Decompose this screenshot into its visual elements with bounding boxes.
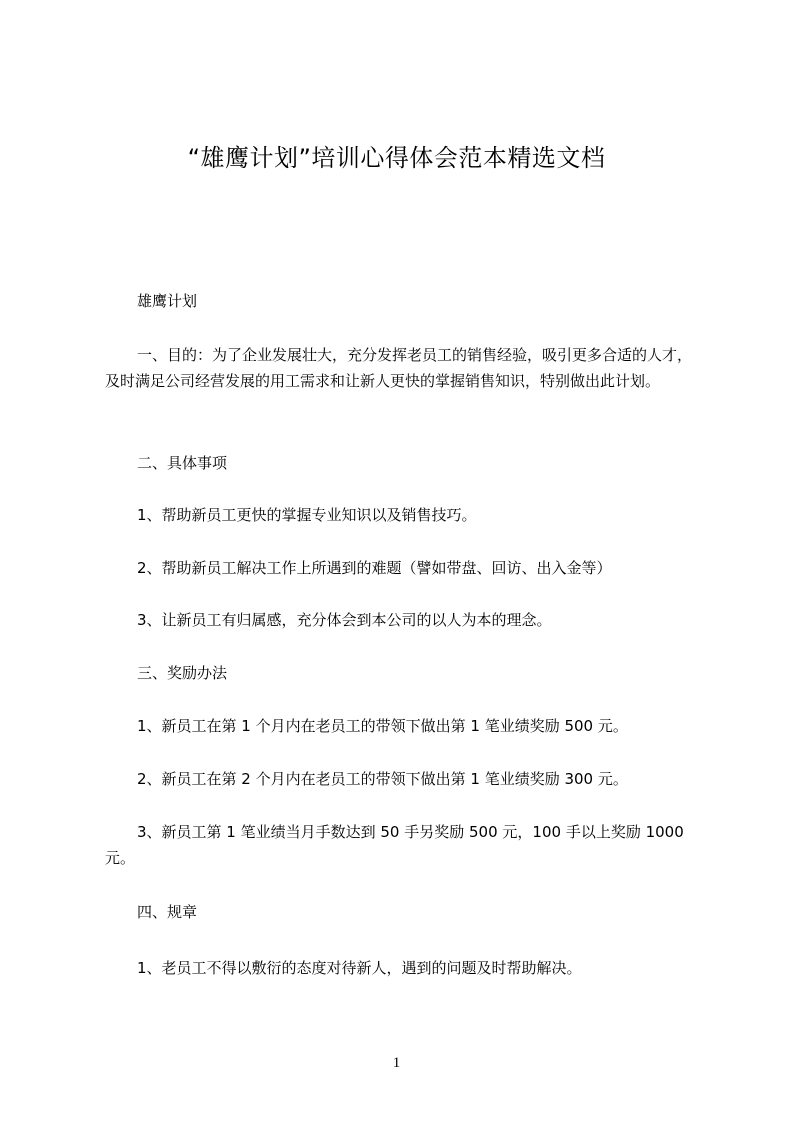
list-item: 2、新员工在第 2 个月内在老员工的带领下做出第 1 笔业绩奖励 300 元。 [137, 770, 628, 788]
document-title: “雄鹰计划”培训心得体会范本精选文档 [187, 144, 606, 172]
section-heading: 四、规章 [137, 903, 198, 921]
list-item: 3、新员工第 1 笔业绩当月手数达到 50 手另奖励 500 元，100 手以上奖励 1000 元。 [105, 823, 684, 867]
list-item: 1、帮助新员工更快的掌握专业知识以及销售技巧。 [137, 506, 477, 524]
list-item: 3、让新员工有归属感，充分体会到本公司的以人为本的理念。 [137, 611, 552, 629]
section-heading: 雄鹰计划 [137, 292, 198, 310]
list-item: 1、老员工不得以敷衍的态度对待新人，遇到的问题及时帮助解决。 [137, 959, 582, 977]
paragraph-purpose: 一、目的：为了企业发展壮大，充分发挥老员工的销售经验，吸引更多合适的人才，及时满足公司经营发展的用工需求和让新人更快的掌握销售知识，特别做出此计划。 [105, 346, 693, 390]
section-heading: 三、奖励办法 [137, 664, 228, 682]
list-item: 1、新员工在第 1 个月内在老员工的带领下做出第 1 笔业绩奖励 500 元。 [137, 717, 628, 735]
section-heading: 二、具体事项 [137, 454, 228, 472]
list-item: 2、帮助新员工解决工作上所遇到的难题（譬如带盘、回访、出入金等） [137, 559, 612, 577]
page-number: 1 [392, 1055, 401, 1071]
